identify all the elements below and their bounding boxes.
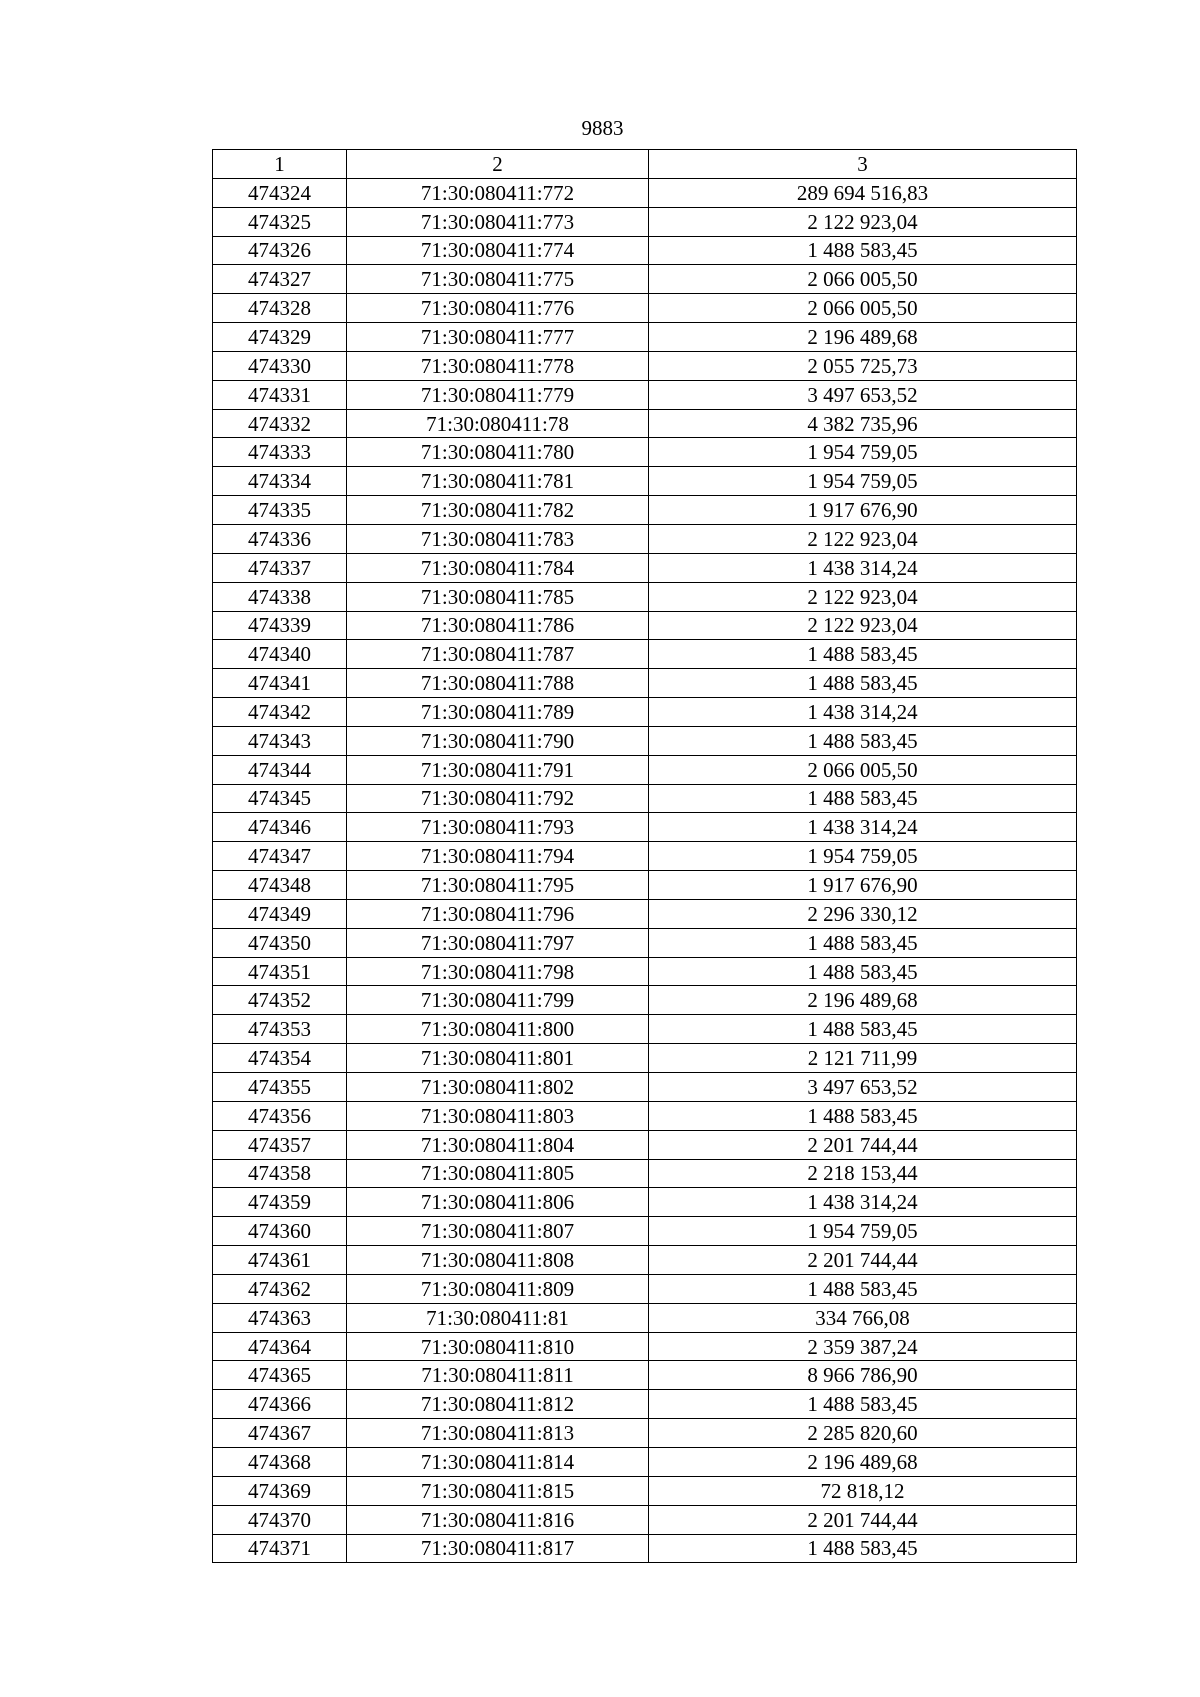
table-row — [213, 871, 1077, 900]
value-cell: 1 488 583,45 — [649, 1015, 1077, 1044]
table-row — [213, 178, 1077, 207]
table-row — [213, 928, 1077, 957]
row-number-cell: 474363 — [213, 1303, 347, 1332]
value-cell: 2 122 923,04 — [649, 524, 1077, 553]
value-cell: 1 488 583,45 — [649, 1390, 1077, 1419]
cadastral-number-cell: 71:30:080411:801 — [347, 1044, 649, 1073]
table-row — [213, 1332, 1077, 1361]
row-number-cell: 474341 — [213, 669, 347, 698]
column-header: 2 — [347, 150, 649, 179]
cadastral-number-cell: 71:30:080411:812 — [347, 1390, 649, 1419]
table-row — [213, 524, 1077, 553]
cadastral-number-cell: 71:30:080411:778 — [347, 351, 649, 380]
table-row — [213, 1447, 1077, 1476]
cadastral-number-cell: 71:30:080411:809 — [347, 1274, 649, 1303]
row-number-cell: 474335 — [213, 496, 347, 525]
cadastral-number-cell: 71:30:080411:816 — [347, 1505, 649, 1534]
cadastral-number-cell: 71:30:080411:817 — [347, 1534, 649, 1563]
value-cell: 2 201 744,44 — [649, 1130, 1077, 1159]
row-number-cell: 474345 — [213, 784, 347, 813]
row-number-cell: 474327 — [213, 265, 347, 294]
value-cell: 1 954 759,05 — [649, 467, 1077, 496]
value-cell: 1 488 583,45 — [649, 726, 1077, 755]
cadastral-number-cell: 71:30:080411:773 — [347, 207, 649, 236]
value-cell: 1 917 676,90 — [649, 496, 1077, 525]
row-number-cell: 474340 — [213, 640, 347, 669]
cadastral-number-cell: 71:30:080411:790 — [347, 726, 649, 755]
table-row — [213, 1361, 1077, 1390]
value-cell: 4 382 735,96 — [649, 409, 1077, 438]
table-row — [213, 611, 1077, 640]
row-number-cell: 474370 — [213, 1505, 347, 1534]
row-number-cell: 474355 — [213, 1073, 347, 1102]
table-row — [213, 1303, 1077, 1332]
cadastral-number-cell: 71:30:080411:784 — [347, 553, 649, 582]
cadastral-number-cell: 71:30:080411:785 — [347, 582, 649, 611]
cadastral-number-cell: 71:30:080411:789 — [347, 698, 649, 727]
table-row — [213, 553, 1077, 582]
cadastral-number-cell: 71:30:080411:804 — [347, 1130, 649, 1159]
row-number-cell: 474333 — [213, 438, 347, 467]
value-cell: 1 488 583,45 — [649, 1534, 1077, 1563]
table-row — [213, 986, 1077, 1015]
cadastral-number-cell: 71:30:080411:786 — [347, 611, 649, 640]
cadastral-number-cell: 71:30:080411:806 — [347, 1188, 649, 1217]
cadastral-number-cell: 71:30:080411:782 — [347, 496, 649, 525]
value-cell: 2 122 923,04 — [649, 611, 1077, 640]
row-number-cell: 474358 — [213, 1159, 347, 1188]
table-row — [213, 236, 1077, 265]
table-row — [213, 582, 1077, 611]
table-row — [213, 1476, 1077, 1505]
value-cell: 2 066 005,50 — [649, 294, 1077, 323]
cadastral-number-cell: 71:30:080411:810 — [347, 1332, 649, 1361]
cadastral-number-cell: 71:30:080411:797 — [347, 928, 649, 957]
table-row — [213, 1217, 1077, 1246]
row-number-cell: 474329 — [213, 323, 347, 352]
value-cell: 1 954 759,05 — [649, 842, 1077, 871]
value-cell: 1 488 583,45 — [649, 1101, 1077, 1130]
row-number-cell: 474347 — [213, 842, 347, 871]
value-cell: 1 488 583,45 — [649, 957, 1077, 986]
row-number-cell: 474349 — [213, 899, 347, 928]
cadastral-number-cell: 71:30:080411:783 — [347, 524, 649, 553]
row-number-cell: 474348 — [213, 871, 347, 900]
table-row — [213, 640, 1077, 669]
value-cell: 289 694 516,83 — [649, 178, 1077, 207]
cadastral-number-cell: 71:30:080411:813 — [347, 1419, 649, 1448]
row-number-cell: 474331 — [213, 380, 347, 409]
cadastral-number-cell: 71:30:080411:799 — [347, 986, 649, 1015]
table-row — [213, 1188, 1077, 1217]
value-cell: 2 218 153,44 — [649, 1159, 1077, 1188]
table-row — [213, 1044, 1077, 1073]
cadastral-number-cell: 71:30:080411:774 — [347, 236, 649, 265]
cadastral-number-cell: 71:30:080411:808 — [347, 1246, 649, 1275]
table-row — [213, 813, 1077, 842]
cadastral-number-cell: 71:30:080411:815 — [347, 1476, 649, 1505]
table-row — [213, 1390, 1077, 1419]
cadastral-number-cell: 71:30:080411:798 — [347, 957, 649, 986]
cadastral-number-cell: 71:30:080411:81 — [347, 1303, 649, 1332]
cadastral-number-cell: 71:30:080411:775 — [347, 265, 649, 294]
cadastral-number-cell: 71:30:080411:814 — [347, 1447, 649, 1476]
value-cell: 1 488 583,45 — [649, 784, 1077, 813]
value-cell: 334 766,08 — [649, 1303, 1077, 1332]
cadastral-number-cell: 71:30:080411:781 — [347, 467, 649, 496]
row-number-cell: 474357 — [213, 1130, 347, 1159]
row-number-cell: 474368 — [213, 1447, 347, 1476]
table-row — [213, 1534, 1077, 1563]
row-number-cell: 474326 — [213, 236, 347, 265]
row-number-cell: 474344 — [213, 755, 347, 784]
table-row — [213, 323, 1077, 352]
row-number-cell: 474367 — [213, 1419, 347, 1448]
cadastral-number-cell: 71:30:080411:772 — [347, 178, 649, 207]
value-cell: 1 954 759,05 — [649, 1217, 1077, 1246]
value-cell: 8 966 786,90 — [649, 1361, 1077, 1390]
table-row — [213, 294, 1077, 323]
cadastral-number-cell: 71:30:080411:779 — [347, 380, 649, 409]
value-cell: 2 066 005,50 — [649, 755, 1077, 784]
row-number-cell: 474353 — [213, 1015, 347, 1044]
page-number — [0, 116, 1200, 140]
value-cell: 3 497 653,52 — [649, 380, 1077, 409]
table-row — [213, 409, 1077, 438]
row-number-cell: 474325 — [213, 207, 347, 236]
value-cell: 2 196 489,68 — [649, 986, 1077, 1015]
table-row — [213, 1101, 1077, 1130]
row-number-cell: 474371 — [213, 1534, 347, 1563]
cadastral-number-cell: 71:30:080411:777 — [347, 323, 649, 352]
row-number-cell: 474369 — [213, 1476, 347, 1505]
row-number-cell: 474339 — [213, 611, 347, 640]
value-cell: 1 917 676,90 — [649, 871, 1077, 900]
cadastral-number-cell: 71:30:080411:805 — [347, 1159, 649, 1188]
row-number-cell: 474342 — [213, 698, 347, 727]
cadastral-number-cell: 71:30:080411:807 — [347, 1217, 649, 1246]
row-number-cell: 474354 — [213, 1044, 347, 1073]
cadastral-number-cell: 71:30:080411:791 — [347, 755, 649, 784]
row-number-cell: 474359 — [213, 1188, 347, 1217]
row-number-cell: 474337 — [213, 553, 347, 582]
row-number-cell: 474334 — [213, 467, 347, 496]
value-cell: 1 488 583,45 — [649, 236, 1077, 265]
value-cell: 2 359 387,24 — [649, 1332, 1077, 1361]
value-cell: 1 954 759,05 — [649, 438, 1077, 467]
row-number-cell: 474330 — [213, 351, 347, 380]
cadastral-number-cell: 71:30:080411:792 — [347, 784, 649, 813]
cadastral-number-cell: 71:30:080411:811 — [347, 1361, 649, 1390]
data-table — [212, 149, 1077, 1563]
value-cell: 2 122 923,04 — [649, 207, 1077, 236]
value-cell: 1 488 583,45 — [649, 1274, 1077, 1303]
table-row — [213, 1130, 1077, 1159]
row-number-cell: 474366 — [213, 1390, 347, 1419]
column-header: 3 — [649, 150, 1077, 179]
row-number-cell: 474324 — [213, 178, 347, 207]
cadastral-number-cell: 71:30:080411:803 — [347, 1101, 649, 1130]
table-row — [213, 899, 1077, 928]
row-number-cell: 474356 — [213, 1101, 347, 1130]
value-cell: 1 438 314,24 — [649, 698, 1077, 727]
cadastral-number-cell: 71:30:080411:78 — [347, 409, 649, 438]
row-number-cell: 474350 — [213, 928, 347, 957]
cadastral-number-cell: 71:30:080411:802 — [347, 1073, 649, 1102]
value-cell: 2 121 711,99 — [649, 1044, 1077, 1073]
table-row — [213, 207, 1077, 236]
table-row — [213, 1073, 1077, 1102]
value-cell: 72 818,12 — [649, 1476, 1077, 1505]
value-cell: 1 438 314,24 — [649, 1188, 1077, 1217]
row-number-cell: 474343 — [213, 726, 347, 755]
table-row — [213, 698, 1077, 727]
table-row — [213, 755, 1077, 784]
table-row — [213, 1246, 1077, 1275]
table-row — [213, 1015, 1077, 1044]
table-row — [213, 1505, 1077, 1534]
value-cell: 3 497 653,52 — [649, 1073, 1077, 1102]
row-number-cell: 474346 — [213, 813, 347, 842]
cadastral-number-cell: 71:30:080411:800 — [347, 1015, 649, 1044]
page-number-text: 9883 — [581, 116, 624, 140]
row-number-cell: 474365 — [213, 1361, 347, 1390]
cadastral-number-cell: 71:30:080411:793 — [347, 813, 649, 842]
row-number-cell: 474328 — [213, 294, 347, 323]
table-row — [213, 957, 1077, 986]
table-row — [213, 1419, 1077, 1448]
table-row — [213, 351, 1077, 380]
table-header-row — [213, 150, 1077, 179]
value-cell: 1 488 583,45 — [649, 640, 1077, 669]
cadastral-number-cell: 71:30:080411:795 — [347, 871, 649, 900]
value-cell: 1 488 583,45 — [649, 928, 1077, 957]
row-number-cell: 474351 — [213, 957, 347, 986]
row-number-cell: 474352 — [213, 986, 347, 1015]
table-row — [213, 1159, 1077, 1188]
value-cell: 2 201 744,44 — [649, 1505, 1077, 1534]
table-row — [213, 842, 1077, 871]
table-row — [213, 265, 1077, 294]
value-cell: 2 066 005,50 — [649, 265, 1077, 294]
cadastral-number-cell: 71:30:080411:780 — [347, 438, 649, 467]
cadastral-number-cell: 71:30:080411:794 — [347, 842, 649, 871]
table-row — [213, 380, 1077, 409]
table-row — [213, 726, 1077, 755]
cadastral-number-cell: 71:30:080411:787 — [347, 640, 649, 669]
value-cell: 1 438 314,24 — [649, 813, 1077, 842]
table-row — [213, 467, 1077, 496]
value-cell: 2 122 923,04 — [649, 582, 1077, 611]
value-cell: 2 196 489,68 — [649, 1447, 1077, 1476]
table-row — [213, 496, 1077, 525]
table-body — [213, 150, 1077, 1563]
table-row — [213, 438, 1077, 467]
table-row — [213, 669, 1077, 698]
table-row — [213, 1274, 1077, 1303]
value-cell: 1 488 583,45 — [649, 669, 1077, 698]
cadastral-number-cell: 71:30:080411:788 — [347, 669, 649, 698]
cadastral-number-cell: 71:30:080411:776 — [347, 294, 649, 323]
row-number-cell: 474338 — [213, 582, 347, 611]
row-number-cell: 474360 — [213, 1217, 347, 1246]
value-cell: 2 285 820,60 — [649, 1419, 1077, 1448]
row-number-cell: 474361 — [213, 1246, 347, 1275]
value-cell: 2 201 744,44 — [649, 1246, 1077, 1275]
row-number-cell: 474332 — [213, 409, 347, 438]
value-cell: 2 196 489,68 — [649, 323, 1077, 352]
row-number-cell: 474336 — [213, 524, 347, 553]
value-cell: 1 438 314,24 — [649, 553, 1077, 582]
column-header: 1 — [213, 150, 347, 179]
value-cell: 2 296 330,12 — [649, 899, 1077, 928]
table-row — [213, 784, 1077, 813]
row-number-cell: 474362 — [213, 1274, 347, 1303]
cadastral-number-cell: 71:30:080411:796 — [347, 899, 649, 928]
value-cell: 2 055 725,73 — [649, 351, 1077, 380]
row-number-cell: 474364 — [213, 1332, 347, 1361]
